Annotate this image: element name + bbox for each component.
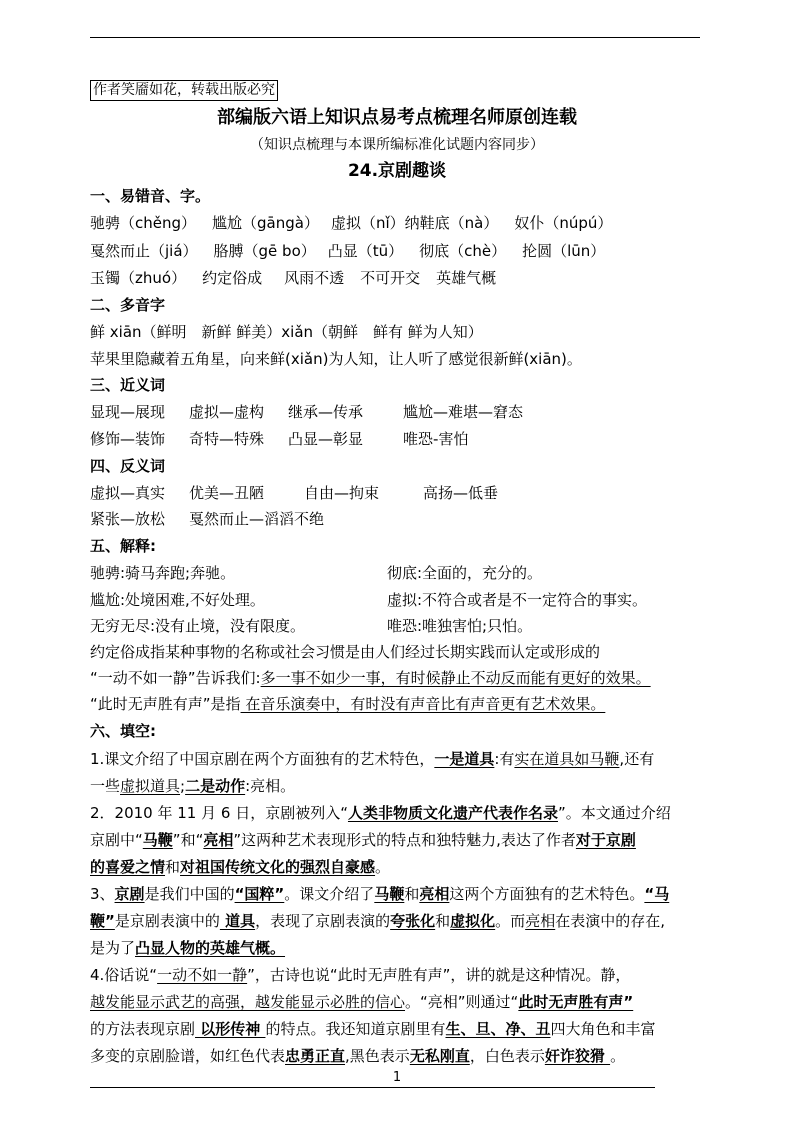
pinyin-item: 尴尬（gāngà） — [212, 214, 319, 232]
answer-text: 亮相 — [203, 831, 234, 849]
answer-text: 夸张化 — [390, 912, 436, 930]
synonym-row — [90, 428, 468, 450]
antonym-item: 高扬—低垂 — [423, 484, 499, 502]
definition-item: 尴尬:处境困难,不好处理。 — [90, 591, 265, 609]
page-title: 部编版六语上知识点易考点梳理名师原创连载 — [217, 107, 577, 128]
answer-text: 对祖国传统文化的强烈自豪感 — [180, 858, 376, 876]
synonym-item: 继承—传承 — [288, 403, 364, 421]
fill-question-4-cont: 多变的京剧脸谱，如红色代表忠勇正直,黑色表示无私刚直，白色表示奸诈狡猾 。 — [90, 1047, 626, 1065]
answer-text: 多一事不如少一事，有时候静止不动反而能有更好的效果。 — [260, 669, 651, 687]
polyphone-line: 鲜 xiān（鲜明 新鲜 鲜美）xiǎn（朝鲜 鲜有 鲜为人知） — [90, 323, 483, 341]
section-heading: 一、易错音、字。 — [90, 187, 211, 205]
antonym-item: 紧张—放松 — [90, 510, 166, 528]
synonym-item: 显现—展现 — [90, 403, 166, 421]
definition-item: 驰骋:骑马奔跑;奔驰。 — [90, 564, 236, 582]
section-heading: 三、近义词 — [90, 376, 166, 394]
section-heading: 六、填空: — [90, 722, 156, 740]
polyphone-sentence: 苹果里隐藏着五角星，向来鲜(xiǎn)为人知，让人听了感觉很新鲜(xiān)。 — [90, 350, 582, 368]
antonym-item: 自由—拘束 — [304, 484, 380, 502]
answer-text: 虚拟化 — [450, 912, 496, 930]
fill-question-1: 1.课文介绍了中国京剧在两个方面独有的艺术特色，一是道具:有实在道具如马鞭,还有 — [90, 750, 655, 768]
answer-text: “国粹” — [234, 885, 285, 903]
fill-question-3-cont: 是为了凸显人物的英雄气概。 — [90, 939, 286, 957]
fill-question-3-cont: 鞭”是京剧表演中的 道具，表现了京剧表演的夸张化和虚拟化。而亮相在表演中的存在, — [90, 912, 665, 930]
page-number: 1 — [392, 1070, 402, 1085]
answer-text: 以形传神 — [195, 1020, 266, 1038]
pinyin-item: 虚拟（nǐ）纳鞋底（nà） — [330, 214, 499, 232]
answer-text: 对于京剧 — [575, 831, 636, 849]
definition-item: 虚拟:不符合或者是不一定符合的事实。 — [387, 591, 648, 609]
answer-text: 在音乐演奏中，有时没有声音比有声音更有艺术效果。 — [240, 695, 606, 713]
answer-text: 道具 — [219, 912, 256, 930]
answer-text: 越发能显示武艺的高强，越发能显示必胜的信心 — [90, 993, 406, 1011]
definition-line: “此时无声胜有声”是指 在音乐演奏中，有时没有声音比有声音更有艺术效果。 — [90, 695, 606, 713]
section-heading: 四、反义词 — [90, 457, 166, 475]
fill-question-1-cont: 一些虚拟道具;二是动作:亮相。 — [90, 777, 296, 795]
synonym-item: 唯恐-害怕 — [403, 430, 469, 448]
pinyin-row — [90, 240, 605, 262]
answer-text: 生、旦、净、丑 — [445, 1020, 551, 1038]
antonym-item: 虚拟—真实 — [90, 484, 166, 502]
answer-text: 人类非物质文化遗产代表作名录 — [347, 804, 558, 822]
fill-question-3: 3、京剧是我们中国的“国粹”。课文介绍了马鞭和亮相这两个方面独有的艺术特色。“马 — [90, 885, 670, 903]
synonym-item: 尴尬—难堪—窘态 — [403, 403, 524, 421]
definition-line: 约定俗成指某种事物的名称或社会习惯是由人们经过长期实践而认定或形成的 — [90, 643, 601, 661]
pinyin-item: 驰骋（chěng） — [90, 214, 197, 232]
answer-text: 此时无声胜有声” — [518, 993, 634, 1011]
copyright-badge: 作者笑靥如花，转载出版必究 — [90, 80, 278, 101]
fill-question-2-cont: 的喜爱之情和对祖国传统文化的强烈自豪感。 — [90, 858, 391, 876]
word-item: 英雄气概 — [436, 269, 497, 287]
fill-question-4-cont: 的方法表现京剧 以形传神 的特点。我还知道京剧里有生、旦、净、丑四大角色和丰富 — [90, 1020, 656, 1038]
answer-text: 虚拟道具 — [120, 777, 181, 795]
fill-question-4-cont: 越发能显示武艺的高强，越发能显示必胜的信心。“亮相”则通过“此时无声胜有声” — [90, 993, 634, 1011]
definition-item: 无穷无尽:没有止境，没有限度。 — [90, 617, 306, 635]
answer-text: 一动不如一静 — [157, 966, 248, 984]
definition-line: “一动不如一静”告诉我们:多一事不如少一事，有时候静止不动反而能有更好的效果。 — [90, 669, 651, 687]
answer-text: 奸诈狡猾 — [544, 1047, 611, 1065]
word-item: 约定俗成 — [202, 269, 263, 287]
page-subtitle: （知识点梳理与本课所编标准化试题内容同步） — [250, 137, 544, 153]
antonym-item: 戛然而止—滔滔不绝 — [189, 510, 325, 528]
answer-text: 凸显人物的英雄气概。 — [135, 939, 286, 957]
definition-item: 唯恐:唯独害怕;只怕。 — [387, 617, 533, 635]
synonym-item: 凸显—彰显 — [288, 430, 364, 448]
answer-text: 的喜爱之情 — [90, 858, 166, 876]
pinyin-row — [90, 212, 612, 234]
pinyin-item: 彻底（chè） — [419, 242, 507, 260]
pinyin-item: 胳膊（gē bo） — [213, 242, 316, 260]
fill-question-2: 2．2010 年 11 月 6 日，京剧被列入“人类非物质文化遗产代表作名录”。本文通过介绍 — [90, 804, 671, 822]
synonym-row — [90, 401, 523, 423]
answer-text: 京剧 — [114, 885, 145, 903]
answer-text: 无私刚直 — [409, 1047, 470, 1065]
synonym-item: 奇特—特殊 — [189, 430, 265, 448]
antonym-row — [90, 508, 324, 530]
pinyin-item: 凸显（tū） — [327, 242, 404, 260]
pinyin-item: 奴仆（núpú） — [514, 214, 613, 232]
pinyin-item: 玉镯（zhuó） — [90, 269, 187, 287]
answer-text: 实在道具如马鞭 — [514, 750, 620, 768]
definition-item: 彻底:全面的，充分的。 — [387, 564, 543, 582]
lesson-title: 24.京剧趣谈 — [347, 161, 447, 181]
antonym-item: 优美—丑陋 — [189, 484, 265, 502]
answer-text: 马鞭 — [142, 831, 173, 849]
answer-text: 二是动作 — [185, 777, 246, 795]
pinyin-item: 戛然而止（jiá） — [90, 242, 198, 260]
answer-text: 忠勇正直 — [285, 1047, 346, 1065]
word-item: 风雨不透 — [284, 269, 345, 287]
answer-text: “马 — [644, 885, 670, 903]
answer-text: 亮相 — [419, 885, 450, 903]
section-heading: 五、解释: — [90, 537, 156, 555]
fill-question-4: 4.俗话说“一动不如一静”，古诗也说“此时无声胜有声”，讲的就是这种情况。静， — [90, 966, 631, 984]
answer-text: 亮相 — [525, 912, 556, 930]
answer-text: 马鞭 — [374, 885, 405, 903]
pinyin-row — [90, 267, 496, 289]
answer-text: 一是道具 — [434, 750, 495, 768]
synonym-item: 虚拟—虚构 — [189, 403, 265, 421]
definition-row — [90, 589, 648, 611]
fill-question-2-cont: 京剧中“马鞭”和“亮相”这两种艺术表现形式的特点和独特魅力,表达了作者对于京剧 — [90, 831, 636, 849]
word-item: 不可开交 — [360, 269, 421, 287]
antonym-row — [90, 482, 498, 504]
answer-text: 鞭” — [90, 912, 115, 930]
pinyin-item: 抡圆（lūn） — [522, 242, 606, 260]
footer-rule — [90, 1087, 655, 1088]
definition-row — [90, 615, 533, 637]
synonym-item: 修饰—装饰 — [90, 430, 166, 448]
section-heading: 二、多音字 — [90, 296, 166, 314]
header-rule — [90, 37, 700, 38]
definition-row — [90, 562, 543, 584]
